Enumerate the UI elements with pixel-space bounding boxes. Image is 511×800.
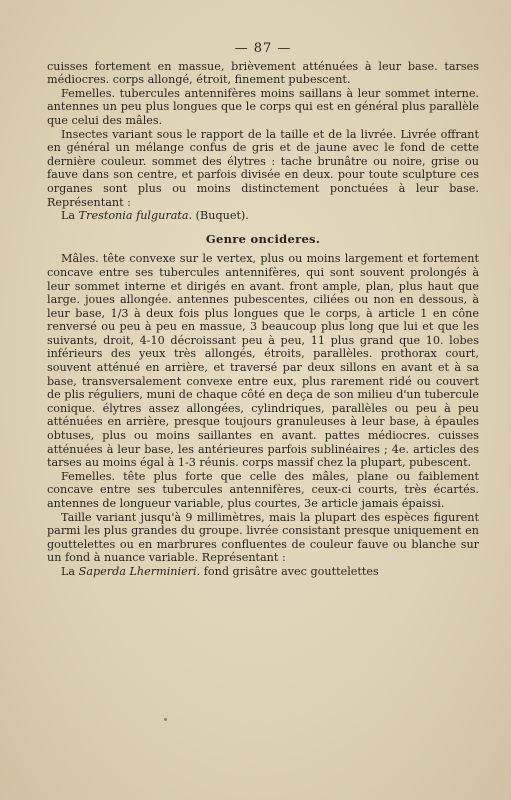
example-representative [47, 565, 479, 579]
example-prefix: La [61, 209, 79, 223]
example-suffix: . fond grisâtre avec gouttelettes [196, 564, 379, 578]
page-number: — 87 — [234, 41, 292, 56]
paragraph: Taille variant jusqu'à 9 millimètres, mais la plupart des espèces figurent parmi les plus grandes du groupe. livrée consistant presque uniquement en gouttelettes ou en marbrures confluentes de couleur fauve ou blanche sur un fond à nuance variable. Représentant : [47, 510, 479, 565]
paragraph: Femelles. tubercules antennifères moins saillans à leur sommet interne. antennes un peu plus longues que le corps qui est en général plus parallèle que celui des mâles. [47, 86, 479, 127]
example-representative [47, 209, 479, 223]
example-suffix: . (Buquet). [188, 209, 249, 223]
genus-heading: Genre oncideres. [205, 231, 321, 246]
text-block [47, 42, 479, 579]
paragraph: Femelles. tête plus forte que celle des mâles, plane ou faiblement concave entre ses tubercules antennifères, ceux-ci courts, très écartés. antennes de longueur variable, plus courtes, 3e article jamais épaissi. [47, 469, 479, 510]
paragraph: Insectes variant sous le rapport de la taille et de la livrée. Livrée offrant en général un mélange confus de gris et de jaune avec le fond de cette dernière couleur. sommet des élytres : tache brunâtre ou noire, grise ou fauve dans son centre, et parfois divisée en deux. pour toute sculpture ces organes sont plus ou moins distinctement ponctuées à leur base. Représentant : [47, 127, 479, 209]
example-prefix: La [61, 564, 79, 578]
paper-speck [164, 718, 167, 721]
paragraph: Mâles. tête convexe sur le vertex, plus ou moins largement et fortement concave entre ses tubercules antennifères, qui sont souvent prolongés à leur sommet interne et dirigés en avant. front ample, plan, plus haut que large. joues allongée. antennes pubescentes, ciliées ou non en dessous, à leur base, 1/3 à deux fois plus longues que le corps, à article 1 en cône renversé ou peu à peu en massue, 3 beaucoup plus long que lui et que les suivants, droit, 4-10 décroissant peu à peu, 11 plus grand que 10. lobes inférieurs des yeux très allongés, étroits, parallèles. prothorax court, souvent atténué en arrière, et traversé par deux sillons en avant et à sa base, transversalement convexe entre eux, plus rarement ridé ou couvert de plis réguliers, muni de chaque côté en deça de son milieu d'un tubercule conique. élytres assez allongées, cylindriques, parallèles ou peu à peu atténuées en arrière, presque toujours granuleuses à leur base, à épaules obtuses, plus ou moins saillantes en avant. pattes médiocres. cuisses atténuées à leur base, les antérieures parfois sublinéaires ; 4e. articles des tarses au moins égal à 1-3 réunis. corps massif chez la plupart, pubescent. [47, 252, 479, 470]
paragraph: cuisses fortement en massue, brièvement atténuées à leur base. tarses médiocres. corps allongé, étroit, finement pubescent. [47, 59, 479, 87]
species-name: Saperda Lherminieri [78, 564, 197, 578]
species-name: Trestonia fulgurata [78, 209, 189, 223]
